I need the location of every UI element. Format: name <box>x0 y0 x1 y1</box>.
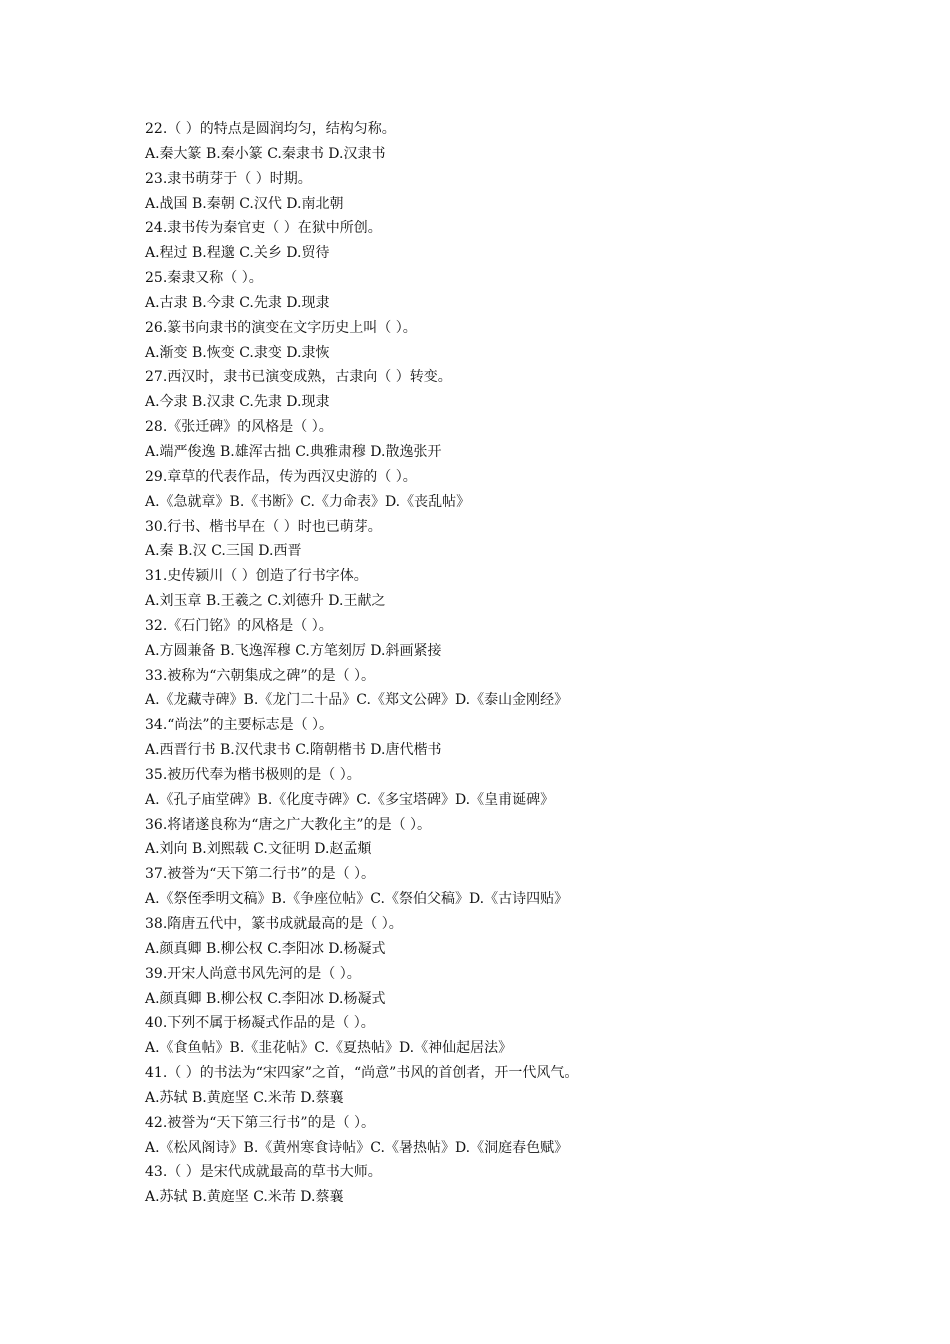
question-25: 25.秦隶又称（ ）。 <box>145 270 263 287</box>
question-24: 24.隶书传为秦官吏（ ）在狱中所创。 <box>145 220 382 237</box>
question-42: 42.被誉为“天下第三行书”的是（ ）。 <box>145 1114 376 1131</box>
options-24: A.程过 B.程邈 C.关乡 D.贸待 <box>145 245 330 262</box>
options-30: A.秦 B.汉 C.三国 D.西晋 <box>145 543 302 560</box>
options-40: A.《食鱼帖》B.《韭花帖》C.《夏热帖》D.《神仙起居法》 <box>145 1040 513 1057</box>
options-25: A.古隶 B.今隶 C.先隶 D.现隶 <box>145 294 330 311</box>
options-26: A.渐变 B.恢变 C.隶变 D.隶恢 <box>145 344 330 361</box>
options-41: A.苏轼 B.黄庭坚 C.米芾 D.蔡襄 <box>145 1089 344 1106</box>
options-39: A.颜真卿 B.柳公权 C.李阳冰 D.杨凝式 <box>145 990 386 1007</box>
question-22: 22.（ ）的特点是圆润均匀，结构匀称。 <box>145 121 396 137</box>
question-31: 31.史传颍川（ ）创造了行书字体。 <box>145 568 368 585</box>
options-23: A.战国 B.秦朝 C.汉代 D.南北朝 <box>145 195 344 212</box>
question-35: 35.被历代奉为楷书极则的是（ ）。 <box>145 766 361 783</box>
options-38: A.颜真卿 B.柳公权 C.李阳冰 D.杨凝式 <box>145 940 386 957</box>
question-33: 33.被称为“六朝集成之碑”的是（ ）。 <box>145 667 376 684</box>
options-28: A.端严俊逸 B.雄浑古拙 C.典雅肃穆 D.散逸张开 <box>145 443 442 460</box>
options-33: A.《龙藏寺碑》B.《龙门二十品》C.《郑文公碑》D.《泰山金刚经》 <box>145 692 569 709</box>
question-34: 34.“尚法”的主要标志是（ ）。 <box>145 717 334 734</box>
options-27: A.今隶 B.汉隶 C.先隶 D.现隶 <box>145 394 330 411</box>
options-31: A.刘玉章 B.王羲之 C.刘德升 D.王献之 <box>145 593 386 610</box>
options-22: A.秦大篆 B.秦小篆 C.秦隶书 D.汉隶书 <box>145 145 386 162</box>
options-37: A.《祭侄季明文稿》B.《争座位帖》C.《祭伯父稿》D.《古诗四贴》 <box>145 891 569 908</box>
question-26: 26.篆书向隶书的演变在文字历史上叫（ ）。 <box>145 319 417 336</box>
options-34: A.西晋行书 B.汉代隶书 C.隋朝楷书 D.唐代楷书 <box>145 742 442 759</box>
question-37: 37.被誉为“天下第二行书”的是（ ）。 <box>145 866 376 883</box>
question-32: 32.《石门铭》的风格是（ ）。 <box>145 617 333 634</box>
options-43: A.苏轼 B.黄庭坚 C.米芾 D.蔡襄 <box>145 1189 344 1206</box>
question-38: 38.隋唐五代中，篆书成就最高的是（ ）。 <box>145 916 403 932</box>
question-41: 41.（ ）的书法为“宋四家”之首，“尚意”书风的首创者，开一代风气。 <box>145 1065 579 1082</box>
options-36: A.刘向 B.刘熙载 C.文征明 D.赵孟頫 <box>145 841 372 858</box>
question-40: 40.下列不属于杨凝式作品的是（ ）。 <box>145 1015 375 1032</box>
options-35: A.《孔子庙堂碑》B.《化度寺碑》C.《多宝塔碑》D.《皇甫诞碑》 <box>145 791 555 808</box>
options-29: A.《急就章》B.《书断》C.《力命表》D.《丧乱帖》 <box>145 493 471 510</box>
question-27: 27.西汉时，隶书已演变成熟，古隶向（ ）转变。 <box>145 369 452 386</box>
question-43: 43.（ ）是宋代成就最高的草书大师。 <box>145 1164 382 1181</box>
question-29: 29.章草的代表作品，传为西汉史游的（ ）。 <box>145 468 417 485</box>
question-list <box>145 117 905 1210</box>
question-30: 30.行书、楷书早在（ ）时也已萌芽。 <box>145 518 382 535</box>
options-32: A.方圆兼备 B.飞逸浑穆 C.方笔刻厉 D.斜画紧接 <box>145 642 442 659</box>
question-28: 28.《张迁碑》的风格是（ ）。 <box>145 419 333 436</box>
question-39: 39.开宋人尚意书风先河的是（ ）。 <box>145 965 361 982</box>
options-42: A.《松风阁诗》B.《黄州寒食诗帖》C.《暑热帖》D.《洞庭春色赋》 <box>145 1139 569 1156</box>
question-36: 36.将诸遂良称为“唐之广大教化主”的是（ ）。 <box>145 816 432 833</box>
question-23: 23.隶书萌芽于（ ）时期。 <box>145 170 312 187</box>
